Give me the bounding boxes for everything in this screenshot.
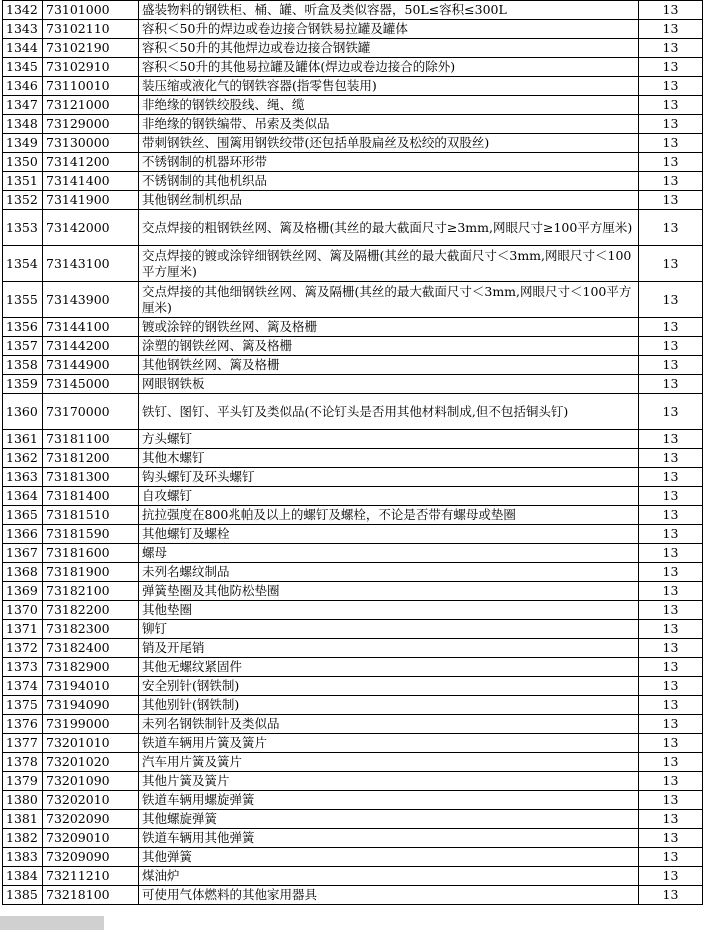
rebate-rate: 13 <box>639 506 703 525</box>
table-row <box>3 867 703 886</box>
rebate-rate: 13 <box>639 191 703 210</box>
commodity-name: 涂塑的钢铁丝网、篱及格栅 <box>139 337 639 356</box>
commodity-code: 73102910 <box>43 58 139 77</box>
table-row <box>3 791 703 810</box>
commodity-name: 铁钉、图钉、平头钉及类似品(不论钉头是否用其他材料制成,但不包括铜头钉) <box>139 394 639 430</box>
commodity-code: 73102190 <box>43 39 139 58</box>
commodity-name: 非绝缘的钢铁绞股线、绳、缆 <box>139 96 639 115</box>
row-number: 1343 <box>3 20 43 39</box>
table-row <box>3 696 703 715</box>
rebate-rate: 13 <box>639 468 703 487</box>
rebate-rate: 13 <box>639 696 703 715</box>
commodity-name: 汽车用片簧及簧片 <box>139 753 639 772</box>
row-number: 1381 <box>3 810 43 829</box>
commodity-name: 交点焊接的其他细钢铁丝网、篱及隔栅(其丝的最大截面尺寸＜3mm,网眼尺寸＜100平方厘米) <box>139 282 639 318</box>
row-number: 1376 <box>3 715 43 734</box>
row-number: 1368 <box>3 563 43 582</box>
commodity-name: 其他螺钉及螺栓 <box>139 525 639 544</box>
rebate-rate: 13 <box>639 829 703 848</box>
commodity-code: 73110010 <box>43 77 139 96</box>
table-row <box>3 134 703 153</box>
rebate-rate: 13 <box>639 601 703 620</box>
commodity-name: 可使用气体燃料的其他家用器具 <box>139 886 639 905</box>
commodity-code: 73143900 <box>43 282 139 318</box>
commodity-name: 抗拉强度在800兆帕及以上的螺钉及螺栓，不论是否带有螺母或垫圈 <box>139 506 639 525</box>
commodity-name: 钩头螺钉及环头螺钉 <box>139 468 639 487</box>
table-row <box>3 639 703 658</box>
rebate-rate: 13 <box>639 430 703 449</box>
rebate-rate: 13 <box>639 753 703 772</box>
commodity-code: 73141900 <box>43 191 139 210</box>
commodity-code: 73143100 <box>43 246 139 282</box>
rebate-rate: 13 <box>639 394 703 430</box>
commodity-code: 73181300 <box>43 468 139 487</box>
table-row <box>3 753 703 772</box>
row-number: 1372 <box>3 639 43 658</box>
commodity-code: 73209090 <box>43 848 139 867</box>
commodity-code: 73202010 <box>43 791 139 810</box>
table-row <box>3 356 703 375</box>
table-row <box>3 449 703 468</box>
table-row <box>3 172 703 191</box>
rebate-rate: 13 <box>639 810 703 829</box>
commodity-name: 其他木螺钉 <box>139 449 639 468</box>
commodity-name: 销及开尾销 <box>139 639 639 658</box>
row-number: 1365 <box>3 506 43 525</box>
commodity-name: 未列名钢铁制针及类似品 <box>139 715 639 734</box>
commodity-name: 安全别针(钢铁制) <box>139 677 639 696</box>
commodity-code: 73121000 <box>43 96 139 115</box>
commodity-code: 73181400 <box>43 487 139 506</box>
rebate-rate: 13 <box>639 658 703 677</box>
rebate-rate: 13 <box>639 886 703 905</box>
table-row <box>3 115 703 134</box>
commodity-code: 73201020 <box>43 753 139 772</box>
commodity-code: 73218100 <box>43 886 139 905</box>
table-row <box>3 620 703 639</box>
table-row <box>3 210 703 246</box>
row-number: 1364 <box>3 487 43 506</box>
commodity-code: 73209010 <box>43 829 139 848</box>
rebate-rate: 13 <box>639 246 703 282</box>
row-number: 1348 <box>3 115 43 134</box>
commodity-name: 交点焊接的粗钢铁丝网、篱及格栅(其丝的最大截面尺寸≥3mm,网眼尺寸≥100平方厘米) <box>139 210 639 246</box>
row-number: 1373 <box>3 658 43 677</box>
rebate-rate: 13 <box>639 356 703 375</box>
rebate-rate: 13 <box>639 525 703 544</box>
tariff-table <box>2 0 703 905</box>
row-number: 1383 <box>3 848 43 867</box>
row-number: 1369 <box>3 582 43 601</box>
table-row <box>3 282 703 318</box>
commodity-code: 73181510 <box>43 506 139 525</box>
row-number: 1366 <box>3 525 43 544</box>
commodity-code: 73201090 <box>43 772 139 791</box>
table-row <box>3 525 703 544</box>
commodity-code: 73182900 <box>43 658 139 677</box>
table-row <box>3 734 703 753</box>
table-row <box>3 544 703 563</box>
commodity-name: 装压缩或液化气的钢铁容器(指零售包装用) <box>139 77 639 96</box>
rebate-rate: 13 <box>639 867 703 886</box>
rebate-rate: 13 <box>639 282 703 318</box>
table-row <box>3 318 703 337</box>
commodity-name: 容积＜50升的焊边或卷边接合钢铁易拉罐及罐体 <box>139 20 639 39</box>
rebate-rate: 13 <box>639 77 703 96</box>
row-number: 1350 <box>3 153 43 172</box>
rebate-rate: 13 <box>639 677 703 696</box>
rebate-rate: 13 <box>639 715 703 734</box>
row-number: 1353 <box>3 210 43 246</box>
commodity-name: 镀或涂锌的钢铁丝网、篱及格栅 <box>139 318 639 337</box>
table-row <box>3 77 703 96</box>
rebate-rate: 13 <box>639 115 703 134</box>
table-row <box>3 1 703 20</box>
commodity-name: 其他钢丝制机织品 <box>139 191 639 210</box>
commodity-name: 铆钉 <box>139 620 639 639</box>
row-number: 1367 <box>3 544 43 563</box>
commodity-code: 73101000 <box>43 1 139 20</box>
commodity-name: 其他弹簧 <box>139 848 639 867</box>
commodity-name: 螺母 <box>139 544 639 563</box>
table-row <box>3 96 703 115</box>
rebate-rate: 13 <box>639 96 703 115</box>
row-number: 1344 <box>3 39 43 58</box>
table-row <box>3 886 703 905</box>
rebate-rate: 13 <box>639 772 703 791</box>
row-number: 1378 <box>3 753 43 772</box>
commodity-name: 网眼钢铁板 <box>139 375 639 394</box>
table-row <box>3 848 703 867</box>
row-number: 1349 <box>3 134 43 153</box>
commodity-name: 盛装物料的钢铁柜、桶、罐、听盒及类似容器，50L≤容积≤300L <box>139 1 639 20</box>
commodity-code: 73145000 <box>43 375 139 394</box>
row-number: 1379 <box>3 772 43 791</box>
commodity-name: 自攻螺钉 <box>139 487 639 506</box>
commodity-name: 铁道车辆用其他弹簧 <box>139 829 639 848</box>
commodity-code: 73144100 <box>43 318 139 337</box>
tariff-table-container <box>2 0 703 905</box>
commodity-name: 带刺钢铁丝、围篱用钢铁绞带(还包括单股扁丝及松绞的双股丝) <box>139 134 639 153</box>
commodity-code: 73129000 <box>43 115 139 134</box>
row-number: 1363 <box>3 468 43 487</box>
commodity-code: 73102110 <box>43 20 139 39</box>
commodity-name: 容积＜50升的其他焊边或卷边接合钢铁罐 <box>139 39 639 58</box>
watermark <box>0 916 104 930</box>
commodity-code: 73144200 <box>43 337 139 356</box>
table-row <box>3 375 703 394</box>
row-number: 1380 <box>3 791 43 810</box>
row-number: 1361 <box>3 430 43 449</box>
commodity-code: 73181100 <box>43 430 139 449</box>
table-row <box>3 715 703 734</box>
table-row <box>3 430 703 449</box>
table-row <box>3 677 703 696</box>
commodity-name: 煤油炉 <box>139 867 639 886</box>
rebate-rate: 13 <box>639 487 703 506</box>
table-row <box>3 39 703 58</box>
row-number: 1355 <box>3 282 43 318</box>
commodity-code: 73141400 <box>43 172 139 191</box>
rebate-rate: 13 <box>639 375 703 394</box>
rebate-rate: 13 <box>639 582 703 601</box>
commodity-code: 73194010 <box>43 677 139 696</box>
commodity-code: 73142000 <box>43 210 139 246</box>
rebate-rate: 13 <box>639 848 703 867</box>
commodity-name: 其他钢铁丝网、篱及格栅 <box>139 356 639 375</box>
row-number: 1375 <box>3 696 43 715</box>
commodity-name: 容积＜50升的其他易拉罐及罐体(焊边或卷边接合的除外) <box>139 58 639 77</box>
row-number: 1346 <box>3 77 43 96</box>
rebate-rate: 13 <box>639 563 703 582</box>
commodity-name: 不锈钢制的机器环形带 <box>139 153 639 172</box>
row-number: 1377 <box>3 734 43 753</box>
rebate-rate: 13 <box>639 134 703 153</box>
row-number: 1382 <box>3 829 43 848</box>
table-row <box>3 153 703 172</box>
commodity-code: 73194090 <box>43 696 139 715</box>
commodity-name: 交点焊接的镀或涂锌细钢铁丝网、篱及隔栅(其丝的最大截面尺寸＜3mm,网眼尺寸＜100平方厘米) <box>139 246 639 282</box>
commodity-name: 铁道车辆用螺旋弹簧 <box>139 791 639 810</box>
table-row <box>3 394 703 430</box>
commodity-code: 73182400 <box>43 639 139 658</box>
commodity-code: 73181600 <box>43 544 139 563</box>
row-number: 1356 <box>3 318 43 337</box>
row-number: 1357 <box>3 337 43 356</box>
rebate-rate: 13 <box>639 210 703 246</box>
commodity-code: 73202090 <box>43 810 139 829</box>
commodity-name: 方头螺钉 <box>139 430 639 449</box>
table-row <box>3 191 703 210</box>
rebate-rate: 13 <box>639 39 703 58</box>
commodity-code: 73181900 <box>43 563 139 582</box>
row-number: 1362 <box>3 449 43 468</box>
row-number: 1370 <box>3 601 43 620</box>
rebate-rate: 13 <box>639 58 703 77</box>
commodity-code: 73201010 <box>43 734 139 753</box>
row-number: 1342 <box>3 1 43 20</box>
table-row <box>3 246 703 282</box>
table-row <box>3 468 703 487</box>
commodity-name: 其他无螺纹紧固件 <box>139 658 639 677</box>
commodity-name: 其他别针(钢铁制) <box>139 696 639 715</box>
row-number: 1384 <box>3 867 43 886</box>
commodity-code: 73170000 <box>43 394 139 430</box>
row-number: 1345 <box>3 58 43 77</box>
row-number: 1385 <box>3 886 43 905</box>
commodity-name: 非绝缘的钢铁编带、吊索及类似品 <box>139 115 639 134</box>
row-number: 1371 <box>3 620 43 639</box>
table-row <box>3 337 703 356</box>
rebate-rate: 13 <box>639 153 703 172</box>
rebate-rate: 13 <box>639 318 703 337</box>
commodity-code: 73199000 <box>43 715 139 734</box>
commodity-code: 73144900 <box>43 356 139 375</box>
row-number: 1352 <box>3 191 43 210</box>
table-row <box>3 58 703 77</box>
commodity-code: 73141200 <box>43 153 139 172</box>
row-number: 1351 <box>3 172 43 191</box>
table-row <box>3 20 703 39</box>
commodity-code: 73182100 <box>43 582 139 601</box>
row-number: 1358 <box>3 356 43 375</box>
commodity-code: 73182300 <box>43 620 139 639</box>
commodity-name: 其他垫圈 <box>139 601 639 620</box>
commodity-code: 73181200 <box>43 449 139 468</box>
rebate-rate: 13 <box>639 449 703 468</box>
commodity-code: 73181590 <box>43 525 139 544</box>
row-number: 1360 <box>3 394 43 430</box>
row-number: 1374 <box>3 677 43 696</box>
rebate-rate: 13 <box>639 337 703 356</box>
commodity-code: 73182200 <box>43 601 139 620</box>
table-row <box>3 582 703 601</box>
table-body <box>3 1 703 905</box>
row-number: 1359 <box>3 375 43 394</box>
commodity-name: 其他片簧及簧片 <box>139 772 639 791</box>
row-number: 1347 <box>3 96 43 115</box>
rebate-rate: 13 <box>639 172 703 191</box>
rebate-rate: 13 <box>639 639 703 658</box>
table-row <box>3 829 703 848</box>
row-number: 1354 <box>3 246 43 282</box>
commodity-name: 其他螺旋弹簧 <box>139 810 639 829</box>
table-row <box>3 487 703 506</box>
table-row <box>3 563 703 582</box>
table-row <box>3 601 703 620</box>
table-row <box>3 506 703 525</box>
commodity-code: 73130000 <box>43 134 139 153</box>
commodity-name: 铁道车辆用片簧及簧片 <box>139 734 639 753</box>
table-row <box>3 658 703 677</box>
rebate-rate: 13 <box>639 791 703 810</box>
commodity-name: 未列名螺纹制品 <box>139 563 639 582</box>
rebate-rate: 13 <box>639 620 703 639</box>
table-row <box>3 772 703 791</box>
rebate-rate: 13 <box>639 20 703 39</box>
rebate-rate: 13 <box>639 544 703 563</box>
rebate-rate: 13 <box>639 734 703 753</box>
commodity-code: 73211210 <box>43 867 139 886</box>
rebate-rate: 13 <box>639 1 703 20</box>
commodity-name: 不锈钢制的其他机织品 <box>139 172 639 191</box>
commodity-name: 弹簧垫圈及其他防松垫圈 <box>139 582 639 601</box>
table-row <box>3 810 703 829</box>
